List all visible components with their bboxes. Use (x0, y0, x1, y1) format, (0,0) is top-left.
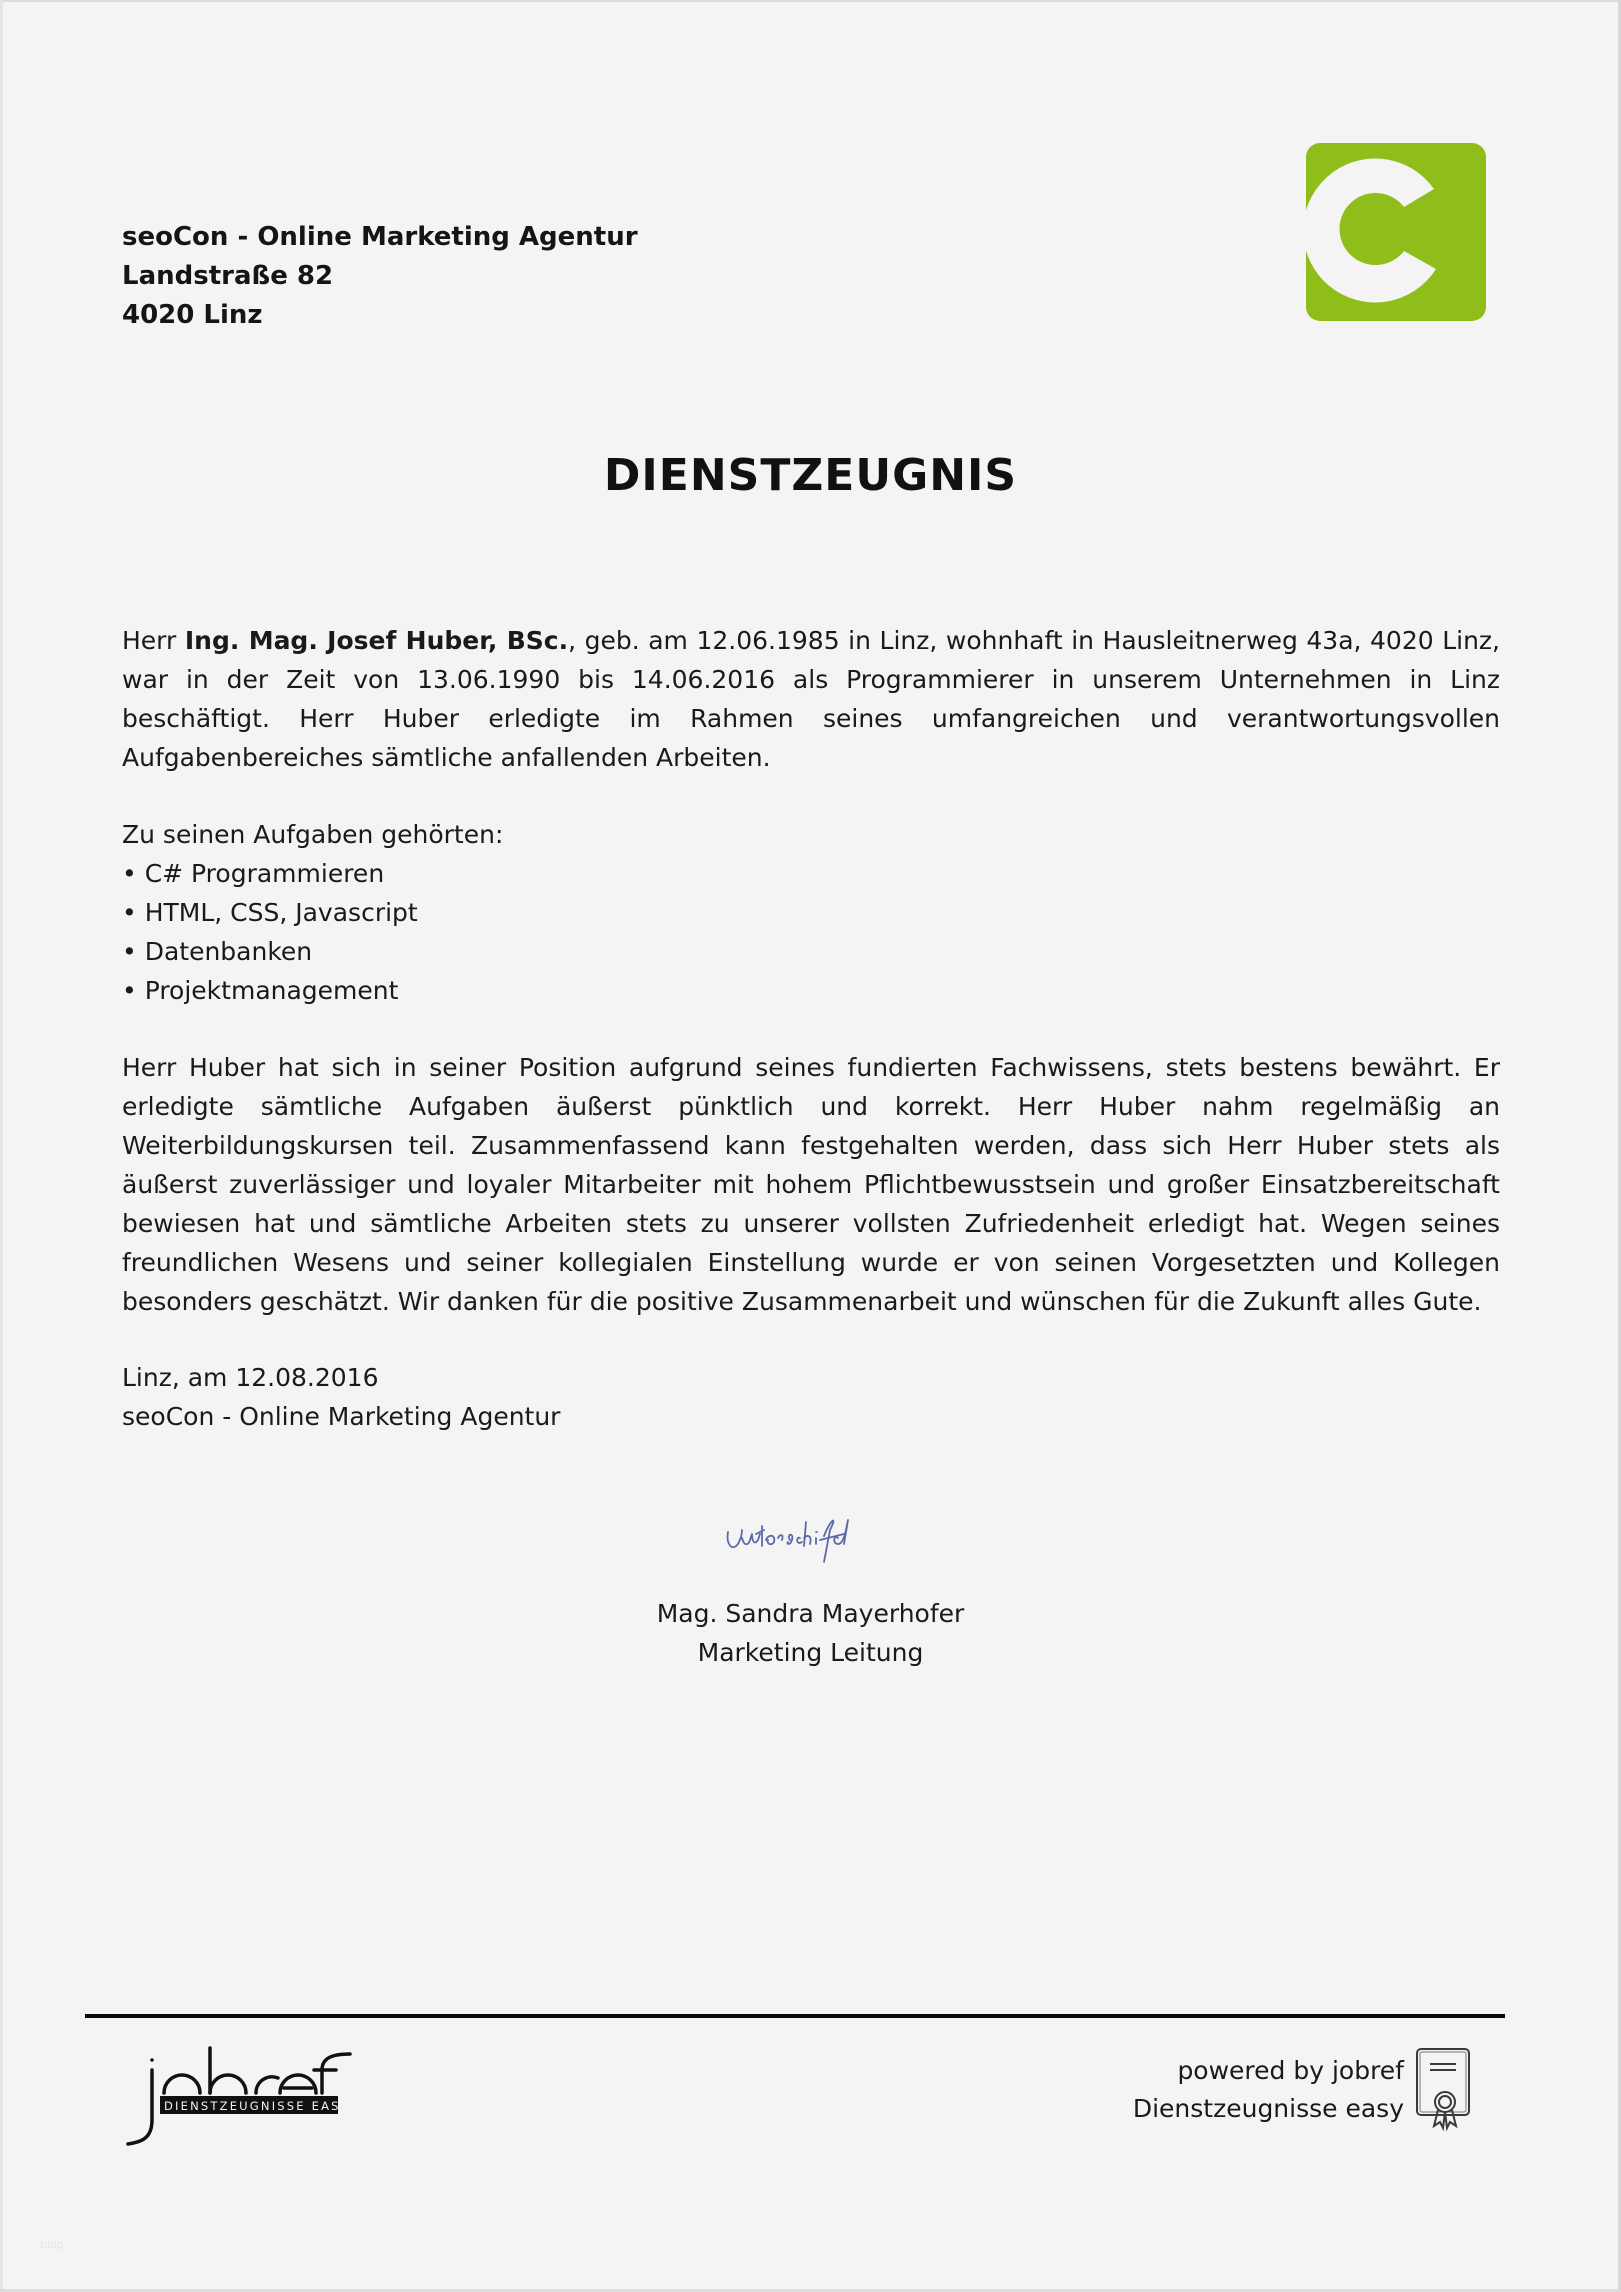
intro-prefix: Herr (122, 626, 185, 655)
page-edge-top (0, 0, 1621, 2)
svg-text:DIENSTZEUGNISSE EASY: DIENSTZEUGNISSE EASY (164, 2099, 350, 2113)
signer-block (0, 1594, 1621, 1672)
sender-address (122, 218, 638, 335)
closing-block (122, 1358, 1500, 1436)
employee-name: Ing. Mag. Josef Huber, BSc. (184, 626, 569, 655)
powered-by-text (1133, 2052, 1404, 2128)
tasks-heading: Zu seinen Aufgaben gehörten: (122, 820, 504, 849)
page-edge-left (0, 0, 3, 2292)
evaluation-paragraph: Herr Huber hat sich in seiner Position aufgrund seines fundierten Fachwissens, stets bestens bewährt. Er erledigte sämtliche Aufgaben äußerst pünktlich und korrekt. Herr Huber nahm regelmäßig an Weiterbildungskursen teil. Zusammenfassend kann festgehalten werden, dass sich Herr Huber stets als äußerst zuverlässiger und loyaler Mitarbeiter mit hohem Pflichtbewusstsein und großer Einsatzbereitschaft bewiesen hat und sämtliche Arbeiten stets zu unserer vollsten Zufriedenheit erledigt hat. Wegen seines freundlichen Wesens und seiner kollegialen Einstellung wurde er von seinen Vorgesetzten und Kollegen besonders geschätzt. Wir danken für die positive Zusammenarbeit und wünschen für die Zukunft alles Gute. (122, 1053, 1500, 1316)
document-title: DIENSTZEUGNIS (603, 450, 1018, 501)
task-item: • Projektmanagement (122, 976, 399, 1005)
handwritten-signature (720, 1500, 900, 1570)
sender-company: seoCon - Online Marketing Agentur (122, 222, 638, 252)
signer-role: Marketing Leitung (697, 1638, 924, 1667)
sender-street: Landstraße 82 (122, 261, 334, 291)
task-item: • HTML, CSS, Javascript (122, 898, 418, 927)
intro-text: , geb. am 12.06.1985 in Linz, wohnhaft in Hausleitnerweg 43a, 4020 Linz, war in der Zeit von 13.06.1990 bis 14.06.2016 als Programmierer in unserem Unternehmen in Linz beschäftigt. Herr Huber erledigte im Rahmen seines umfangreichen und verantwortungsvollen Aufgabenbereiches sämtliche anfallenden Arbeiten. (122, 626, 1501, 772)
task-item: • C# Programmieren (122, 859, 385, 888)
sender-city: 4020 Linz (122, 300, 263, 330)
jobref-logo-icon (100, 2040, 360, 2150)
place-date: Linz, am 12.08.2016 (122, 1363, 379, 1392)
powered-line-2: Dienstzeugnisse easy (1132, 2094, 1404, 2123)
seocon-c-logo-icon (1306, 143, 1486, 321)
tasks-list (122, 815, 1500, 1010)
intro-paragraph (122, 621, 1500, 777)
task-item: • Datenbanken (122, 937, 313, 966)
signer-name: Mag. Sandra Mayerhofer (656, 1599, 965, 1628)
certificate-icon (1414, 2046, 1472, 2132)
powered-line-1: powered by jobref (1177, 2056, 1404, 2085)
footer-divider (85, 2014, 1505, 2018)
watermark-text: blog (40, 2238, 64, 2251)
closing-company: seoCon - Online Marketing Agentur (122, 1402, 561, 1431)
